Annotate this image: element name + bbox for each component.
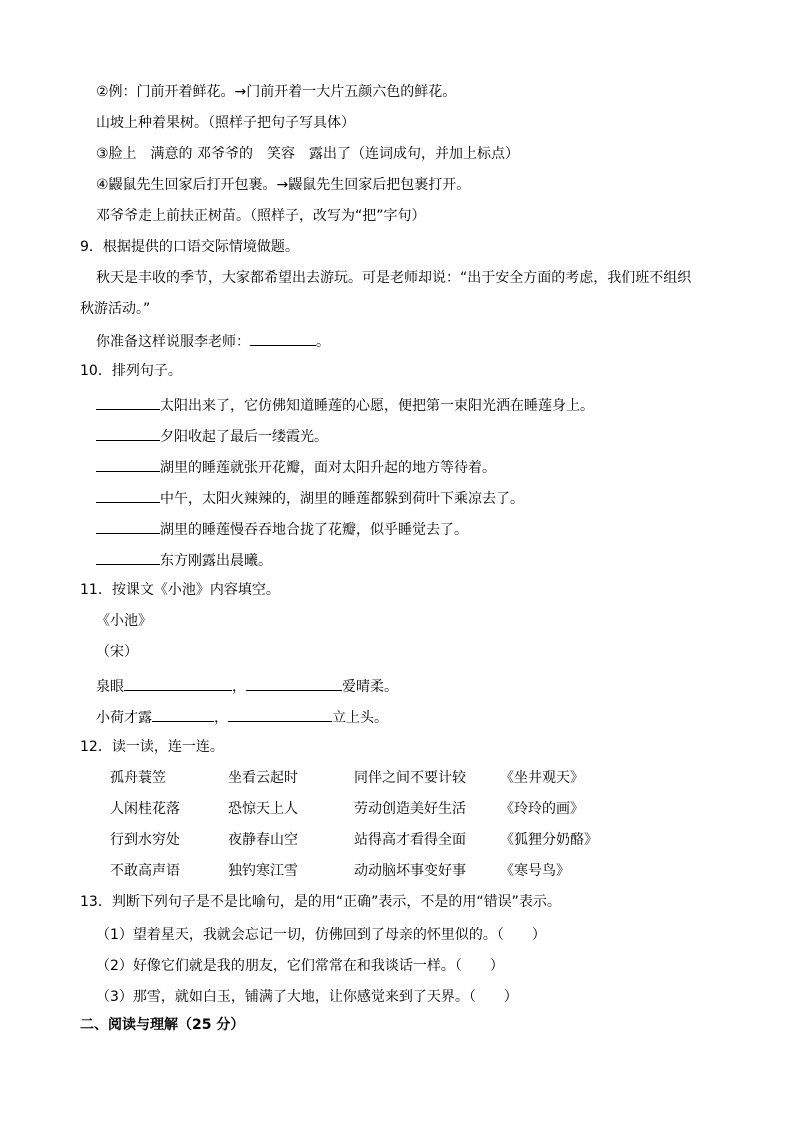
q12-cell[interactable]: 动动脑坏事变好事 [354, 863, 466, 879]
q9-end: 。 [316, 334, 330, 350]
q10-sentence-row [96, 394, 594, 416]
q12-cell[interactable]: 坐看云起时 [228, 770, 298, 786]
q10-order-blank[interactable] [96, 487, 160, 503]
q9-title: 9．根据提供的口语交际情境做题。 [80, 239, 299, 255]
q8-item2-task: 山坡上种着果树。（照样子把句子写具体） [96, 115, 355, 131]
q12-cell[interactable]: 孤舟蓑笠 [110, 770, 166, 786]
q9-context-line2: 秋游活动。” [80, 301, 151, 317]
q10-sentence: 夕阳收起了最后一缕霞光。 [160, 429, 328, 445]
q10-sentence-row [96, 425, 328, 447]
q11-blank-2[interactable] [246, 675, 342, 691]
q10-sentence: 湖里的睡莲就张开花瓣，面对太阳升起的地方等待着。 [160, 460, 496, 476]
q11-blank-1[interactable] [124, 675, 232, 691]
q12-cell[interactable]: 劳动创造美好生活 [354, 801, 466, 817]
q11-title: 11．按课文《小池》内容填空。 [80, 582, 280, 598]
q12-cell[interactable]: 《玲玲的画》 [500, 801, 584, 817]
q11-blank-3[interactable] [152, 706, 214, 722]
q11-dynasty: （宋） [96, 644, 138, 660]
q10-sentence: 太阳出来了，它仿佛知道睡莲的心愿，便把第一束阳光洒在睡莲身上。 [160, 398, 594, 414]
q12-cell[interactable]: 人闲桂花落 [110, 801, 180, 817]
q12-cell[interactable]: 《狐狸分奶酪》 [500, 832, 598, 848]
q11-line2-start: 小荷才露 [96, 710, 152, 726]
q13-item: （3）那雪，就如白玉，铺满了大地，让你感觉来到了天界。（ ） [96, 989, 518, 1005]
q13-item: （2）好像它们就是我的朋友，它们常常在和我谈话一样。（ ） [96, 958, 504, 974]
q10-order-blank[interactable] [96, 518, 160, 534]
q12-cell[interactable]: 恐惊天上人 [228, 801, 298, 817]
q10-sentence: 东方刚露出晨曦。 [160, 553, 272, 569]
q11-poem-line2 [96, 706, 388, 728]
q8-item2: ②例：门前开着鲜花。→门前开着一大片五颜六色的鲜花。 [96, 84, 457, 100]
q10-sentence: 湖里的睡莲慢吞吞地合拢了花瓣，似乎睡觉去了。 [160, 522, 468, 538]
q9-answer-blank[interactable] [250, 330, 316, 346]
q10-sentence-row [96, 456, 496, 478]
q12-cell[interactable]: 行到水穷处 [110, 832, 180, 848]
q12-cell[interactable]: 《寒号鸟》 [500, 863, 570, 879]
q13-title: 13．判断下列句子是不是比喻句，是的用“正确”表示，不是的用“错误”表示。 [80, 894, 561, 910]
q12-cell[interactable]: 不敢高声语 [110, 863, 180, 879]
q9-context-line1: 秋天是丰收的季节，大家都希望出去游玩。可是老师却说：“出于安全方面的考虑，我们班不组织 [96, 270, 692, 286]
q12-cell[interactable]: 同伴之间不要计较 [354, 770, 466, 786]
q12-cell[interactable]: 独钓寒江雪 [228, 863, 298, 879]
q10-sentence: 中午，太阳火辣辣的，湖里的睡莲都躲到荷叶下乘凉去了。 [160, 491, 524, 507]
q10-order-blank[interactable] [96, 456, 160, 472]
q10-order-blank[interactable] [96, 549, 160, 565]
q10-sentence-row [96, 518, 468, 540]
q10-sentence-row [96, 487, 524, 509]
q12-cell[interactable]: 夜静春山空 [228, 832, 298, 848]
q12-cell[interactable]: 《坐井观天》 [500, 770, 584, 786]
q9-answer-line [96, 330, 330, 352]
section2-heading: 二、阅读与理解（25 分） [80, 1017, 245, 1033]
q11-line1-end: 爱晴柔。 [342, 679, 398, 695]
q10-order-blank[interactable] [96, 394, 160, 410]
q12-title: 12．读一读，连一连。 [80, 739, 224, 755]
q11-poem-title: 《小池》 [96, 613, 152, 629]
q11-blank-4[interactable] [228, 706, 332, 722]
q11-line1-start: 泉眼 [96, 679, 124, 695]
q8-item4-task: 邓爷爷走上前扶正树苗。（照样子，改写为“把”字句） [96, 208, 426, 224]
q12-cell[interactable]: 站得高才看得全面 [354, 832, 466, 848]
q11-line2-comma: ， [214, 710, 228, 726]
q10-order-blank[interactable] [96, 425, 160, 441]
q11-poem-line1 [96, 675, 398, 697]
q11-line1-comma: ， [232, 679, 246, 695]
q8-item3: ③脸上 满意的 邓爷爷的 笑容 露出了（连词成句，并加上标点） [96, 146, 519, 162]
q8-item4: ④鼹鼠先生回家后打开包裹。→鼹鼠先生回家后把包裹打开。 [96, 177, 471, 193]
q10-title: 10．排列句子。 [80, 363, 182, 379]
q9-prompt: 你准备这样说服李老师： [96, 334, 250, 350]
q10-sentence-row [96, 549, 272, 571]
q11-line2-end: 立上头。 [332, 710, 388, 726]
q13-item: （1）望着星天，我就会忘记一切，仿佛回到了母亲的怀里似的。（ ） [96, 927, 546, 943]
